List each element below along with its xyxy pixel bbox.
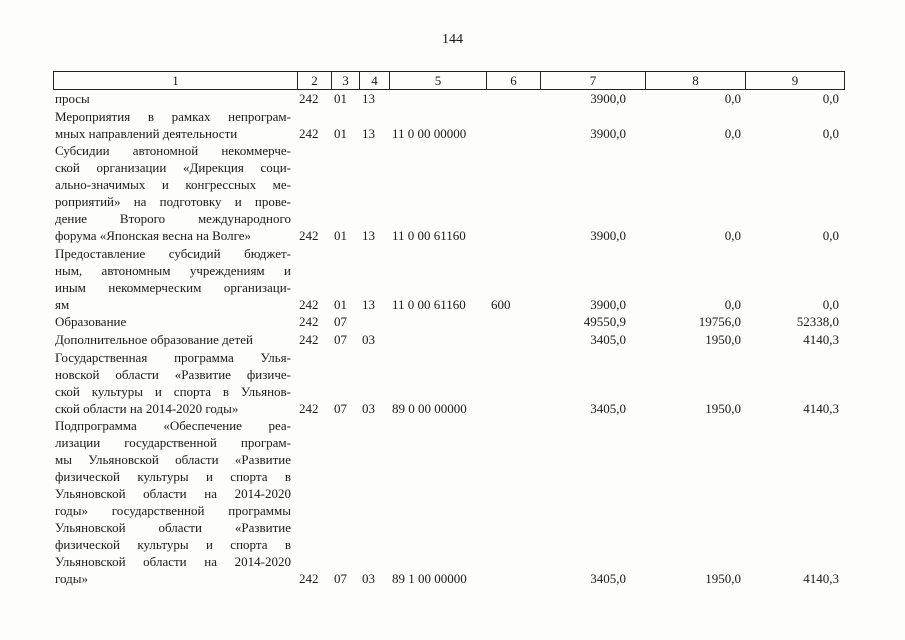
cell-c3: 07 [334,332,347,347]
cell-c2: 242 [299,332,319,347]
cell-c7: 49550,9 [583,314,626,330]
cell-c9: 4140,3 [803,332,839,347]
row-description-line: Субсидии автономной некоммерче- [55,143,291,159]
row-description-line: ным, автономным учреждениям и [55,262,291,278]
cell-c6: 600 [491,296,511,312]
row-description-line: лизации государственной програм- [55,435,291,451]
row-description-line: Подпрограмма «Обеспечение реа- [55,418,291,434]
cell-c8: 0,0 [724,296,741,312]
cell-c4: 03 [362,400,375,416]
cell-c3: 07 [334,400,347,416]
row-description-line: физической культуры и спорта в [55,469,291,485]
cell-c8: 1950,0 [705,571,741,587]
row-description-line: Ульяновской области «Развитие [55,520,291,536]
row-description-line: годы» [55,571,88,587]
row-description-line: ской культуры и спорта в Ульянов- [55,383,291,399]
cell-c3: 07 [334,571,347,587]
cell-c5: 11 0 00 00000 [392,125,467,141]
row-description-line: Ульяновской области на 2014-2020 [55,554,291,570]
cell-c4: 13 [362,125,375,141]
cell-c7: 3405,0 [590,571,626,587]
cell-c7: 3405,0 [590,400,626,416]
row-description-line: роприятий» на подготовку и прове- [55,194,291,210]
header-col-4: 4 [359,72,389,89]
cell-c2: 242 [299,314,319,330]
cell-c8: 0,0 [724,91,741,106]
cell-c4: 13 [362,228,375,244]
cell-c3: 01 [334,91,347,106]
cell-c8: 19756,0 [698,314,741,330]
row-description-line: Государственная программа Улья- [55,349,291,365]
cell-c4: 03 [362,571,375,587]
row-description-line: Мероприятия в рамках непрограм- [55,108,291,124]
row-description-line: ской области на 2014-2020 годы» [55,400,239,416]
cell-c7: 3900,0 [590,125,626,141]
cell-c5: 11 0 00 61160 [392,228,466,244]
cell-c9: 4140,3 [803,571,839,587]
cell-c9: 52338,0 [796,314,839,330]
cell-c9: 0,0 [822,91,839,106]
cell-c4: 13 [362,296,375,312]
cell-c8: 1950,0 [705,332,741,347]
header-col-9: 9 [745,72,845,89]
cell-c3: 01 [334,296,347,312]
cell-c5: 11 0 00 61160 [392,296,466,312]
row-description-line: физической культуры и спорта в [55,537,291,553]
header-col-2: 2 [297,72,331,89]
cell-c3: 01 [334,228,347,244]
row-description-line: Ульяновской области на 2014-2020 [55,486,291,502]
page-number: 144 [442,32,463,47]
cell-c4: 13 [362,91,375,106]
header-col-6: 6 [486,72,540,89]
cell-c7: 3900,0 [590,296,626,312]
row-description-line: мных направлений деятельности [55,125,238,141]
header-col-8: 8 [645,72,745,89]
cell-c3: 07 [334,314,347,330]
row-description-line: ской организации «Дирекция соци- [55,160,291,176]
row-description-line: ально-значимых и конгрессных ме- [55,177,291,193]
cell-c9: 0,0 [822,228,839,244]
cell-c2: 242 [299,228,319,244]
cell-c8: 1950,0 [705,400,741,416]
cell-c7: 3900,0 [590,228,626,244]
cell-c7: 3405,0 [590,332,626,347]
row-description-line: дение Второго международного [55,211,291,227]
header-col-1: 1 [53,72,297,89]
cell-c5: 89 1 00 00000 [392,571,467,587]
header-col-5: 5 [389,72,486,89]
cell-c8: 0,0 [724,228,741,244]
row-description-line: просы [55,91,90,106]
row-description-line: мы Ульяновской области «Развитие [55,452,291,468]
row-description-line: новской области «Развитие физиче- [55,366,291,382]
cell-c9: 4140,3 [803,400,839,416]
cell-c2: 242 [299,296,319,312]
cell-c2: 242 [299,91,319,106]
header-col-7: 7 [540,72,645,89]
cell-c3: 01 [334,125,347,141]
cell-c4: 03 [362,332,375,347]
cell-c9: 0,0 [822,296,839,312]
cell-c5: 89 0 00 00000 [392,400,467,416]
cell-c7: 3900,0 [590,91,626,106]
cell-c9: 0,0 [822,125,839,141]
row-description-line: Образование [55,314,127,330]
cell-c8: 0,0 [724,125,741,141]
row-description-line: ям [55,296,70,312]
cell-c2: 242 [299,400,319,416]
table-header-row [53,71,845,90]
row-description-line: иным некоммерческим организаци- [55,279,291,295]
row-description-line: Дополнительное образование детей [55,332,253,347]
header-col-3: 3 [331,72,359,89]
cell-c2: 242 [299,125,319,141]
row-description-line: годы» государственной программы [55,503,291,519]
cell-c2: 242 [299,571,319,587]
row-description-line: Предоставление субсидий бюджет- [55,245,291,261]
row-description-line: форума «Японская весна на Волге» [55,228,252,244]
